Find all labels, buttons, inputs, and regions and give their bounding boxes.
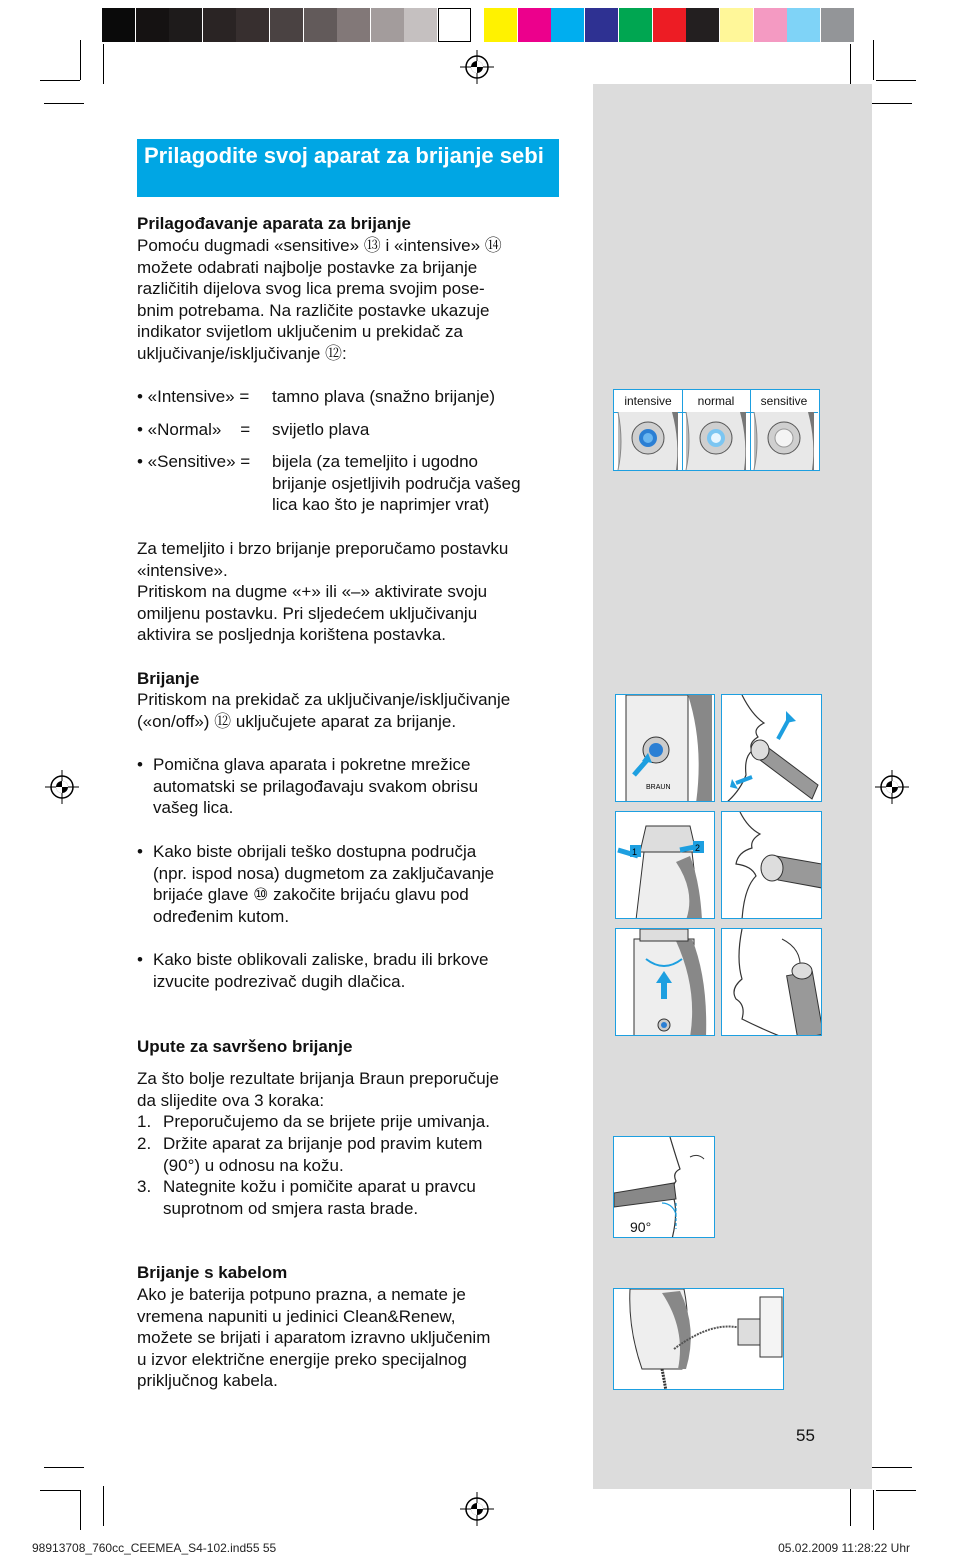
text-line: Pritiskom na dugme «+» ili «–» aktivirate svoju xyxy=(137,582,488,602)
color-swatch xyxy=(136,8,169,42)
step-number: 2. xyxy=(137,1134,152,1153)
text-line: vremena napuniti u jedinici Clean&Renew, xyxy=(137,1306,456,1326)
color-swatch xyxy=(404,8,437,42)
text-line: omiljenu postavku. Pri sljedećem uključivanju xyxy=(137,603,478,623)
shaver-switch-icon xyxy=(614,412,818,470)
bullet-dot: • xyxy=(137,950,143,969)
text-line: izvucite podrezivač dugih dlačica. xyxy=(153,971,406,991)
registration-mark-right-icon xyxy=(875,770,909,804)
shaver-trimmer-icon xyxy=(616,929,715,1036)
text-line: Pritiskom na prekidač za uključivanje/isključivanje xyxy=(137,690,511,709)
text-line: u izvor električne energije preko specijalnog xyxy=(137,1349,467,1369)
face-sideburns-icon xyxy=(722,929,822,1036)
color-swatch xyxy=(686,8,719,42)
figure-switch-on xyxy=(615,694,715,802)
text-line: indikator svijetlom uključenim u prekidač za xyxy=(137,322,463,342)
text-line: Držite aparat za brijanje pod pravim kutem xyxy=(163,1134,483,1153)
color-swatch xyxy=(484,8,517,42)
setting-normal-desc: svijetlo plava xyxy=(272,420,370,439)
face-lip-icon xyxy=(722,812,822,919)
bullet-dot: • xyxy=(137,755,143,774)
figure-trimmer xyxy=(615,928,715,1036)
text-line: Nategnite kožu i pomičite aparat u pravcu xyxy=(163,1177,476,1196)
text-line: priključnog kabela. xyxy=(137,1371,278,1391)
registration-mark-bottom-icon xyxy=(460,1492,494,1526)
color-swatch xyxy=(371,8,404,42)
color-swatch xyxy=(518,8,551,42)
page-number: 55 xyxy=(796,1426,815,1445)
tips-intro xyxy=(137,1068,499,1111)
color-swatch xyxy=(720,8,753,42)
color-swatch xyxy=(619,8,652,42)
text-line: vašeg lica. xyxy=(153,798,234,818)
text-line: Kako biste obrijali teško dostupna područja xyxy=(153,842,477,861)
text-line: određenim kutom. xyxy=(153,906,290,926)
section-heading-adjust: Prilagođavanje aparata za brijanje xyxy=(137,214,412,233)
text-line: (npr. ispod nosa) dugmetom za zaključavanje xyxy=(153,863,495,883)
cord-text xyxy=(137,1284,490,1392)
step-text xyxy=(163,1111,490,1133)
setting-normal-label: • «Normal» = xyxy=(137,420,251,439)
text-line: brijaće glave ⑩ zakočite brijaću glavu pod xyxy=(153,885,469,905)
face-nose-icon xyxy=(722,695,822,802)
angle-label: 90° xyxy=(630,1219,652,1235)
footer-file-info: 98913708_760cc_CEEMEA_S4-102.ind55 55 xyxy=(32,1541,277,1555)
text-line: («on/off») ⑫ uključujete aparat za brijanje. xyxy=(137,711,457,731)
setting-intensive-desc: tamno plava (snažno brijanje) xyxy=(272,387,496,406)
setting-sensitive-label: • «Sensitive» = xyxy=(137,452,251,471)
color-swatch xyxy=(585,8,618,42)
section-heading-tips: Upute za savršeno brijanje xyxy=(137,1037,353,1056)
mode-label-normal: normal xyxy=(697,394,735,408)
text-line: Za što bolje rezultate brijanja Braun preporučuje xyxy=(137,1069,499,1088)
section-heading-shaving: Brijanje xyxy=(137,669,200,688)
setting-sensitive-desc xyxy=(272,451,521,516)
color-swatch xyxy=(270,8,303,42)
text-line: bnim potrebama. Na različite postavke ukazuje xyxy=(137,300,490,320)
color-swatch xyxy=(304,8,337,42)
registration-mark-left-icon xyxy=(45,770,79,804)
text-line: (90°) u odnosu na kožu. xyxy=(163,1155,344,1175)
color-swatch xyxy=(551,8,584,42)
text-line: Preporučujemo da se brijete prije umivanja. xyxy=(163,1112,490,1131)
color-swatch xyxy=(203,8,236,42)
step-number: 1. xyxy=(137,1112,152,1131)
text-line: suprotnom od smjera rasta brade. xyxy=(163,1198,419,1218)
text-line: brijanje osjetljivih područja vašeg xyxy=(272,473,521,493)
text-line: automatski se prilagođavaju svakom obrisu xyxy=(153,776,479,796)
text-line: možete odabrati najbolje postavke za brijanje xyxy=(137,257,478,277)
text-line: Pomoću dugmadi «sensitive» ⑬ i «intensive» ⑭ xyxy=(137,236,502,255)
page-title-bar xyxy=(137,139,559,197)
figure-ninety-degrees xyxy=(613,1136,715,1238)
figure-mode-indicators xyxy=(613,389,820,471)
step-text xyxy=(163,1133,482,1176)
shaver-on-switch-icon xyxy=(616,695,715,802)
color-swatch xyxy=(102,8,135,42)
adjust-intro xyxy=(137,235,502,365)
callout-2: 2 xyxy=(695,843,701,853)
color-swatch xyxy=(754,8,787,42)
page-title: Prilagodite svoj aparat za brijanje sebi xyxy=(144,143,544,168)
color-swatch xyxy=(821,8,854,42)
color-swatch xyxy=(337,8,370,42)
text-line: možete se brijati i aparatom izravno uključenim xyxy=(137,1328,491,1348)
text-line: uključivanje/isključivanje ⑫: xyxy=(137,343,347,363)
bullet-dot: • xyxy=(137,842,143,861)
text-line: Ako je baterija potpuno prazna, a nemate je xyxy=(137,1285,466,1304)
text-line: aktivira se posljednja korištena postavka. xyxy=(137,625,446,645)
text-line: Pomična glava aparata i pokretne mrežice xyxy=(153,755,471,774)
figure-head-lock xyxy=(615,811,715,919)
text-line: različitih dijelova svog lica prema svojim pose- xyxy=(137,279,485,299)
figure-cord xyxy=(613,1288,784,1390)
shaving-bullet xyxy=(153,949,488,992)
callout-1: 1 xyxy=(632,847,638,857)
text-line: «intensive». xyxy=(137,560,228,580)
text-line: lica kao što je naprimjer vrat) xyxy=(272,495,490,515)
registration-mark-top-icon xyxy=(460,50,494,84)
step-number: 3. xyxy=(137,1177,152,1196)
color-swatch xyxy=(236,8,269,42)
shaving-intro xyxy=(137,689,510,732)
figure-angled-head xyxy=(721,811,822,919)
shaver-cord-icon xyxy=(614,1289,784,1390)
mode-label-intensive: intensive xyxy=(624,394,672,408)
text-line: bijela (za temeljito i ugodno xyxy=(272,452,479,471)
figure-sideburns xyxy=(721,928,822,1036)
section-heading-cord: Brijanje s kabelom xyxy=(137,1263,288,1282)
text-line: da slijedite ova 3 koraka: xyxy=(137,1090,325,1110)
shaving-bullet xyxy=(153,841,494,927)
color-swatch xyxy=(653,8,686,42)
color-swatch xyxy=(169,8,202,42)
brand-text: BRAUN xyxy=(646,784,671,791)
text-line: Kako biste oblikovali zaliske, bradu ili brkove xyxy=(153,950,489,969)
mode-label-sensitive: sensitive xyxy=(760,394,808,408)
figure-under-nose xyxy=(721,694,822,802)
color-swatch xyxy=(438,8,471,42)
step-text xyxy=(163,1176,476,1219)
color-swatch xyxy=(787,8,820,42)
footer-timestamp: 05.02.2009 11:28:22 Uhr xyxy=(778,1541,910,1555)
shaving-bullet xyxy=(153,754,478,819)
setting-intensive-label: • «Intensive» = xyxy=(137,387,250,406)
adjust-paragraph xyxy=(137,538,508,646)
shaver-head-lock-icon xyxy=(616,812,715,919)
text-line: Za temeljito i brzo brijanje preporučamo postavku xyxy=(137,539,509,558)
